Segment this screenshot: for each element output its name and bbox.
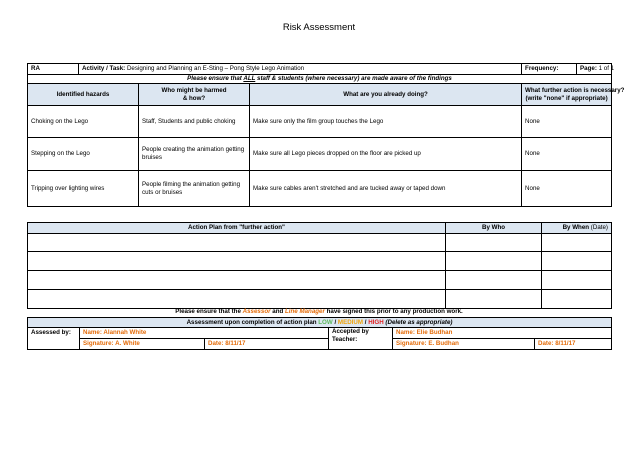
doing-cell: Make sure all Lego pieces dropped on the floor are picked up xyxy=(250,138,522,171)
further-cell: None xyxy=(522,171,612,207)
frequency-cell xyxy=(522,64,577,75)
further-cell: None xyxy=(522,106,612,138)
when-cell xyxy=(542,252,612,271)
assessor-signature: Signature: A. White xyxy=(80,339,205,350)
accepted-by-label: Accepted by Teacher: xyxy=(329,328,393,350)
further-cell: None xyxy=(522,138,612,171)
col-by-who: By Who xyxy=(446,223,542,234)
ra-label: RA xyxy=(28,64,79,75)
doing-cell: Make sure cables aren't stretched and are tucked away or taped down xyxy=(250,171,522,207)
page-cell xyxy=(577,64,615,75)
who-cell: People filming the animation getting cuts or bruises xyxy=(139,171,250,207)
teacher-signature: Signature: E. Budhan xyxy=(393,339,535,350)
page-title: Risk Assessment xyxy=(282,22,356,33)
signatures-row xyxy=(28,339,612,350)
assessor-date: Date: 8/11/17 xyxy=(205,339,329,350)
table-row xyxy=(28,138,612,171)
who-cell xyxy=(446,234,542,252)
col-action-plan: Action Plan from "further action" xyxy=(28,223,446,234)
table-row xyxy=(28,106,612,138)
who-cell xyxy=(446,271,542,290)
col-by-when: By When (Date) xyxy=(542,223,612,234)
table-row xyxy=(28,234,612,252)
activity-value: Designing and Planning an E-Sting – Pong Style Lego Animation xyxy=(126,65,305,73)
teacher-date: Date: 8/11/17 xyxy=(535,339,612,350)
notice-row xyxy=(28,75,612,84)
who-cell xyxy=(446,290,542,309)
action-plan-table xyxy=(27,222,612,309)
names-row xyxy=(28,328,612,339)
doing-cell: Make sure only the film group touches the Lego xyxy=(250,106,522,138)
assessor-name: Name: Alannah White xyxy=(80,328,329,339)
risk-assessment-table xyxy=(27,63,625,207)
header-row xyxy=(28,64,612,75)
col-identified-hazards: Identified hazards xyxy=(28,84,139,106)
table-row xyxy=(28,171,612,207)
signoff-notice: Please ensure that the Assessor and Line Manager have signed this prior to any production work. xyxy=(175,308,463,315)
who-cell: Staff, Students and public choking xyxy=(139,106,250,138)
col-further-action: What further action is necessary? (write "none" if appropriate) xyxy=(522,84,612,106)
table-row xyxy=(28,252,612,271)
table-row xyxy=(28,271,612,290)
hazards-header-row xyxy=(28,84,612,106)
action-cell xyxy=(28,252,446,271)
action-cell xyxy=(28,271,446,290)
assessed-by-label: Assessed by: xyxy=(28,328,80,350)
hazard-cell: Stepping on the Lego xyxy=(28,138,139,171)
hazard-cell: Tripping over lighting wires xyxy=(28,171,139,207)
findings-notice: Please ensure that ALL staff & students (where necessary) are made aware of the findings xyxy=(28,75,612,84)
completion-row xyxy=(28,318,612,328)
activity-label: Activity / Task: xyxy=(82,65,126,73)
signoff-table xyxy=(27,317,612,350)
when-cell xyxy=(542,271,612,290)
hazard-cell: Choking on the Lego xyxy=(28,106,139,138)
table-row xyxy=(28,290,612,309)
activity-cell xyxy=(79,64,522,75)
when-cell xyxy=(542,234,612,252)
col-already-doing: What are you already doing? xyxy=(250,84,522,106)
when-cell xyxy=(542,290,612,309)
frequency-label: Frequency: xyxy=(525,65,559,73)
col-who-harmed: Who might be harmed & how? xyxy=(139,84,250,106)
who-cell xyxy=(446,252,542,271)
who-cell: People creating the animation getting bruises xyxy=(139,138,250,171)
action-plan-header-row xyxy=(28,223,612,234)
action-cell xyxy=(28,290,446,309)
action-cell xyxy=(28,234,446,252)
completion-level: Assessment upon completion of action plan LOW / MEDIUM / HIGH (Delete as appropriate) xyxy=(28,318,612,328)
teacher-name: Name: Elie Budhan xyxy=(393,328,612,339)
page-value: 1 of 1 xyxy=(598,65,615,73)
page-label: Page: xyxy=(580,65,597,73)
